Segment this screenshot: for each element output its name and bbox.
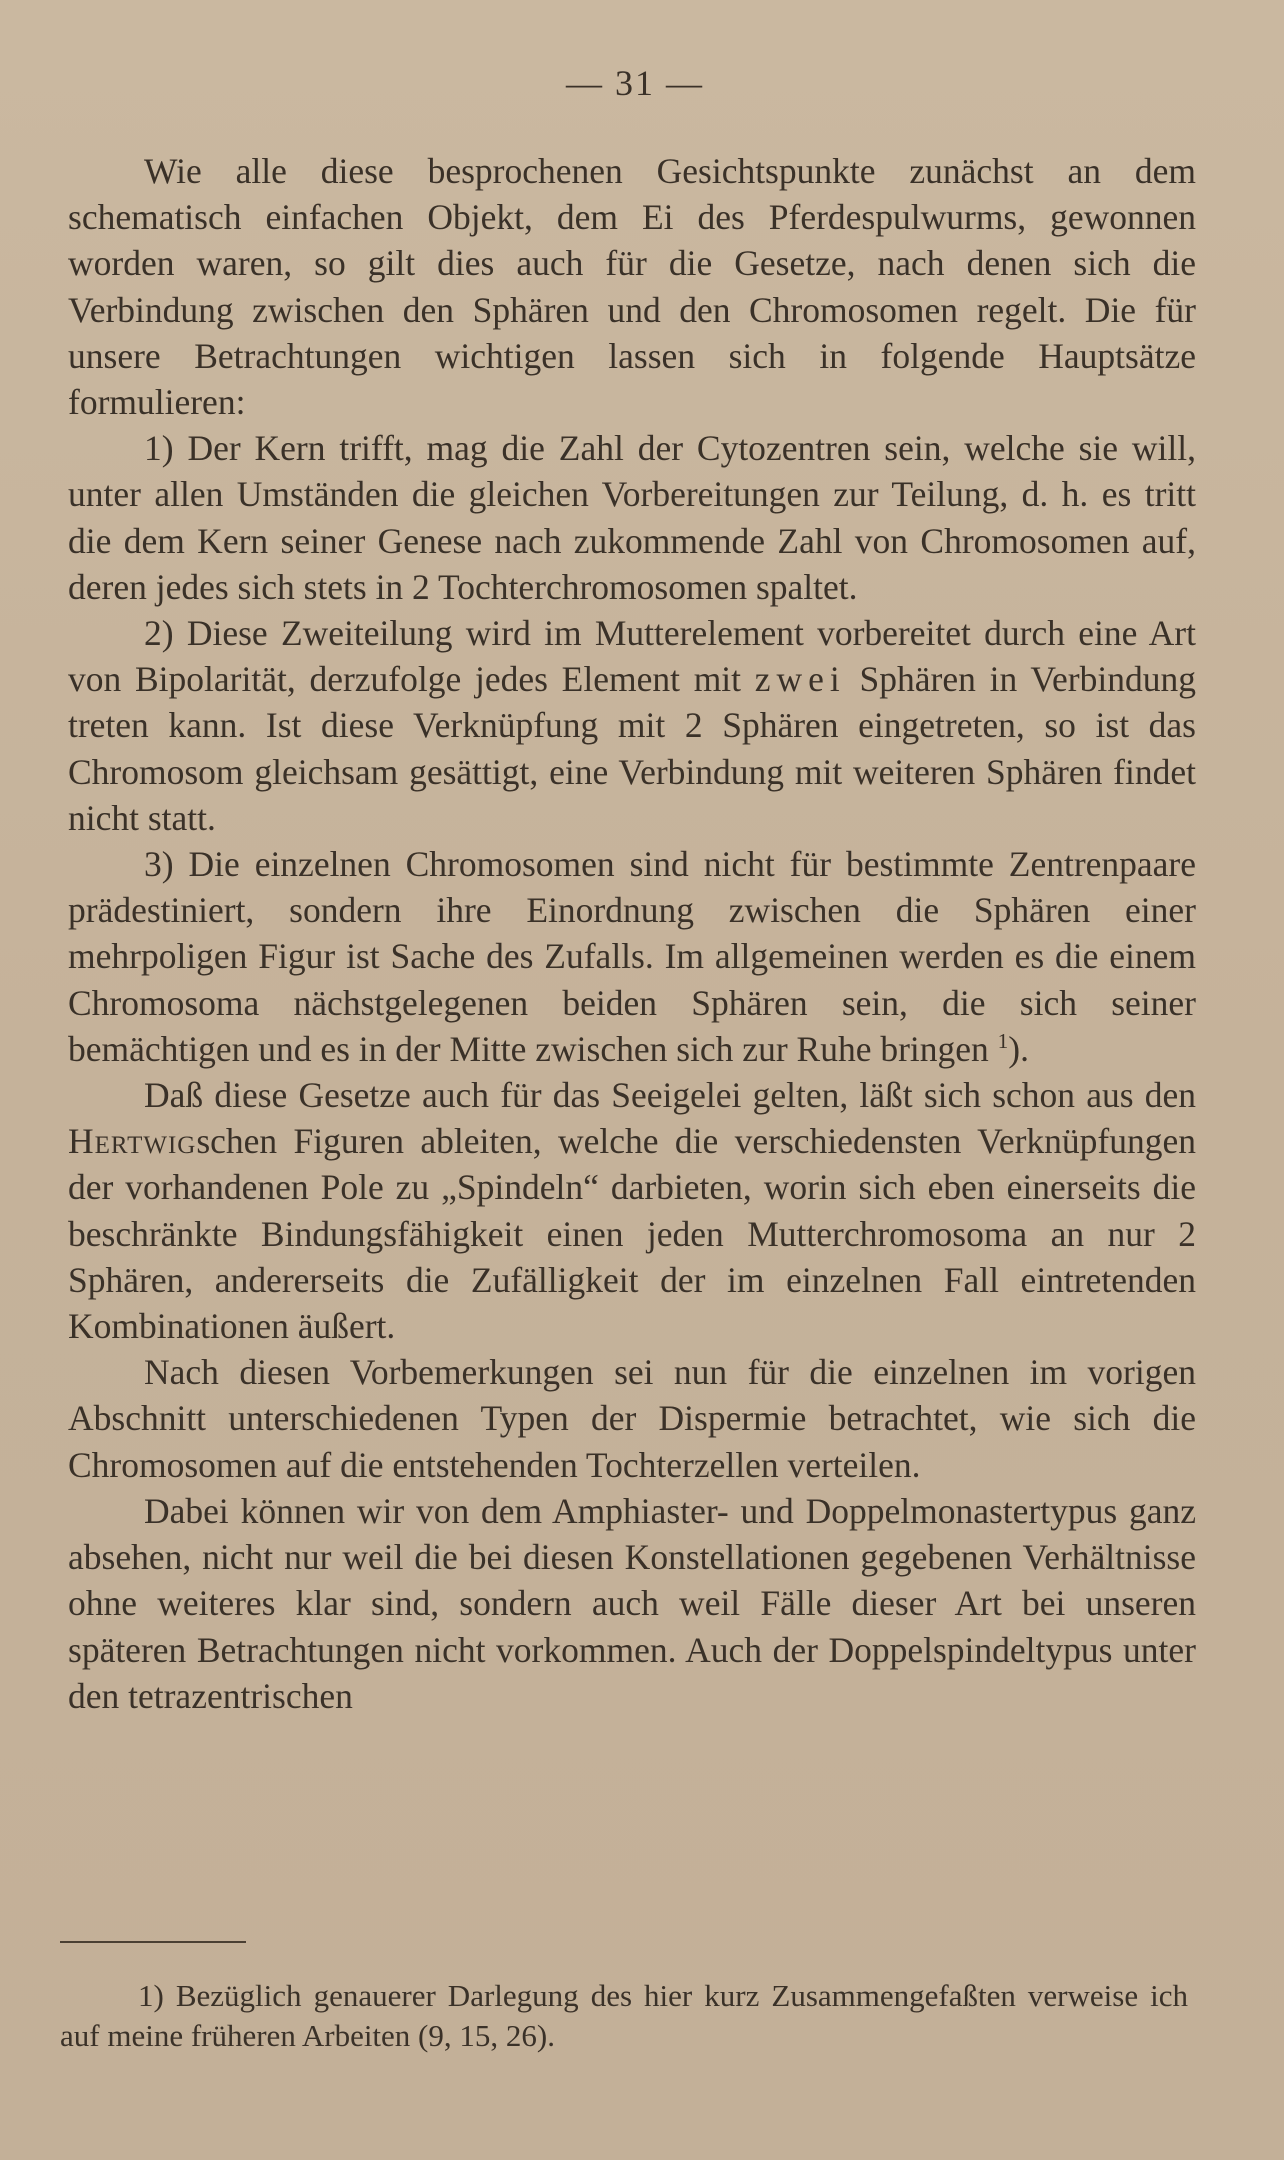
footnote-divider	[60, 1941, 246, 1943]
paragraph-seeigelei	[68, 1072, 1196, 1349]
emphasized-word: zwei	[754, 659, 846, 700]
paragraph-rule-2	[68, 610, 1196, 841]
footnote-1: 1) Bezüglich genauerer Darlegung des hier kurz Zusammengefaßten verweise ich auf meine früheren Arbeiten (9, 15, 26).	[60, 1978, 1188, 2053]
rule-3-end: ).	[1008, 1028, 1029, 1069]
seeigelei-text-b: schen Figuren ableiten, welche die verschiedensten Verknüpfungen der vorhandenen Pole zu „Spindeln“ darbieten, worin sich eben einerseits die beschränkte Bindungsfähigkeit einen jeden Mutterchromosoma an nur 2 Sphären, andererseits die Zufälligkeit der im einzelnen Fall eintretenden Kombinationen äußert.	[68, 1121, 1196, 1347]
page-number: — 31 —	[566, 63, 704, 103]
paragraph-vorbemerkungen: Nach diesen Vorbemerkungen sei nun für die einzelnen im vorigen Abschnitt unterschiedenen Typen der Dispermie betrachtet, wie sich die Chromosomen auf die entstehenden Tochterzellen verteilen.	[68, 1352, 1196, 1485]
paragraph-rule-3	[68, 841, 1196, 1072]
author-name: Hertwig	[68, 1121, 197, 1162]
paragraph-amphiaster: Dabei können wir von dem Amphiaster- und Doppelmonastertypus ganz absehen, nicht nur weil die bei diesen Konstellationen gegebenen Verhältnisse ohne weiteres klar sind, sondern auch weil Fälle dieser Art bei unseren späteren Betrachtungen nicht vorkommen. Auch der Doppelspindeltypus unter den tetrazentrischen	[68, 1490, 1196, 1716]
rule-2-text-a: 2) Diese Zweiteilung wird im Mutterelement vorbereitet durch eine Art von Bipolarität, derzufolge jedes Element mit	[68, 613, 1196, 700]
paragraph-intro: Wie alle diese besprochenen Gesichtspunkte zunächst an dem schematisch einfachen Objekt, dem Ei des Pferdespulwurms, gewonnen worden waren, so gilt dies auch für die Gesetze, nach denen sich die Verbindung zwischen den Sphären und den Chromosomen regelt. Die für unsere Betrachtungen wichtigen lassen sich in folgende Hauptsätze formulieren:	[68, 151, 1196, 423]
footnote-marker: 1	[997, 1029, 1009, 1054]
footnotes	[60, 1976, 1188, 2056]
rule-2-text-b: Sphären in Verbindung treten kann. Ist diese Verknüpfung mit 2 Sphären eingetreten, so ist das Chromosom gleichsam gesättigt, eine Verbindung mit weiteren Sphären findet nicht statt.	[68, 659, 1196, 838]
body-text	[68, 148, 1196, 1719]
rule-3-text: 3) Die einzelnen Chromosomen sind nicht für bestimmte Zentrenpaare prädestiniert, sondern ihre Einordnung zwischen die Sphären einer mehrpoligen Figur ist Sache des Zufalls. Im allgemeinen werden es die einem Chromosoma nächstgelegenen beiden Sphären sein, die sich seiner bemächtigen und es in der Mitte zwischen sich zur Ruhe bringen	[68, 844, 1196, 1069]
seeigelei-text-a: Daß diese Gesetze auch für das Seeigelei gelten, läßt sich schon aus den	[144, 1075, 1196, 1116]
paragraph-rule-1: 1) Der Kern trifft, mag die Zahl der Cytozentren sein, welche sie will, unter allen Umständen die gleichen Vorbereitungen zur Teilung, d. h. es tritt die dem Kern seiner Genese nach zukommende Zahl von Chromosomen auf, deren jedes sich stets in 2 Tochterchromosomen spaltet.	[68, 428, 1196, 607]
